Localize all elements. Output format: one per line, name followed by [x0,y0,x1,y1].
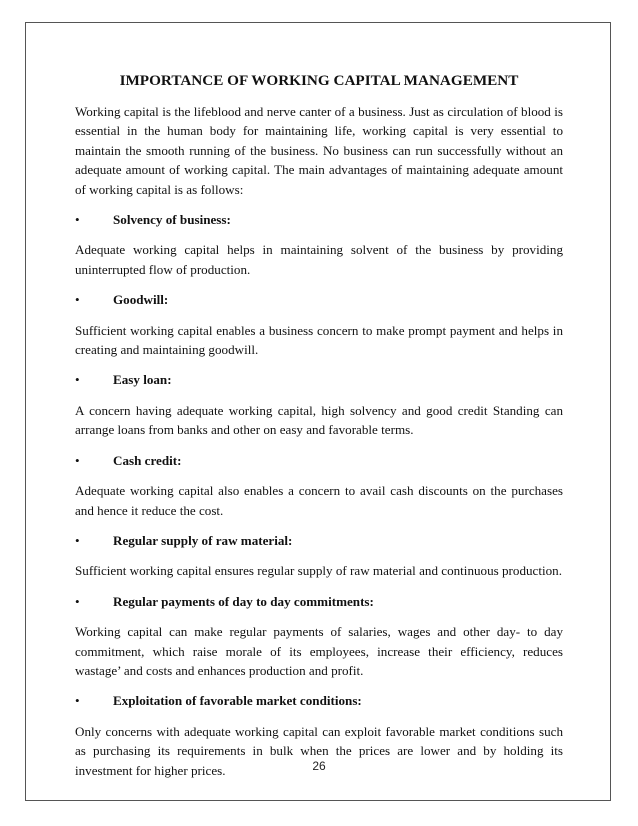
section-body-raw-material: Sufficient working capital ensures regular supply of raw material and continuous production. [75,563,563,579]
section-body-solvency: Adequate working capital helps in maintaining solvent of the business by providing uninterrupted flow of production. [75,242,563,277]
section-heading-text: Solvency of business: [113,212,231,228]
document-body [75,70,563,791]
bullet-icon: • [75,532,80,548]
bullet-icon: • [75,452,80,468]
section-heading-raw-material [75,531,563,550]
section-heading-text: Regular payments of day to day commitments: [113,593,374,609]
section-body-market-conditions: Only concerns with adequate working capital can exploit favorable market conditions such as purchasing its requirements in bulk when the prices are lower and by holding its investment for higher prices. [75,723,563,778]
intro-paragraph: Working capital is the lifeblood and nerve canter of a business. Just as circulation of blood is essential in the human body for maintaining life, working capital is very essential to maintain the smooth running of the business. No business can run successfully without an adequate amount of working capital. The main advantages of maintaining adequate amount of working capital is as follows: [75,104,563,197]
section-heading-easy-loan [75,370,563,389]
document-title: IMPORTANCE OF WORKING CAPITAL MANAGEMENT [119,72,519,89]
section-heading-text: Regular supply of raw material: [113,532,293,548]
section-body-easy-loan: A concern having adequate working capital, high solvency and good credit Standing can arrange loans from banks and other on easy and favorable terms. [75,402,563,438]
section-heading-text: Easy loan: [113,372,172,388]
bullet-icon: • [75,372,80,388]
section-body-regular-payments: Working capital can make regular payments of salaries, wages and other day- to day commitment, which raise morale of its employees, increase their efficiency, reduces wastage’ and costs and enhances production and profit. [75,624,563,678]
bullet-icon: • [75,292,80,308]
bullet-icon: • [75,212,80,228]
section-heading-goodwill [75,290,563,309]
section-body-goodwill: Sufficient working capital enables a business concern to make prompt payment and helps in creating and maintaining goodwill. [75,322,563,358]
section-heading-cash-credit [75,451,563,470]
section-body-cash-credit: Adequate working capital also enables a concern to avail cash discounts on the purchases and hence it reduce the cost. [75,483,563,518]
bullet-icon: • [75,693,80,709]
section-heading-text: Goodwill: [113,292,169,308]
section-heading-solvency [75,210,563,229]
section-heading-market-conditions [75,691,563,710]
section-heading-text: Exploitation of favorable market conditions: [113,693,362,709]
section-heading-text: Cash credit: [113,452,182,468]
page-number: 26 [312,759,326,773]
section-heading-regular-payments [75,592,563,611]
bullet-icon: • [75,593,80,609]
